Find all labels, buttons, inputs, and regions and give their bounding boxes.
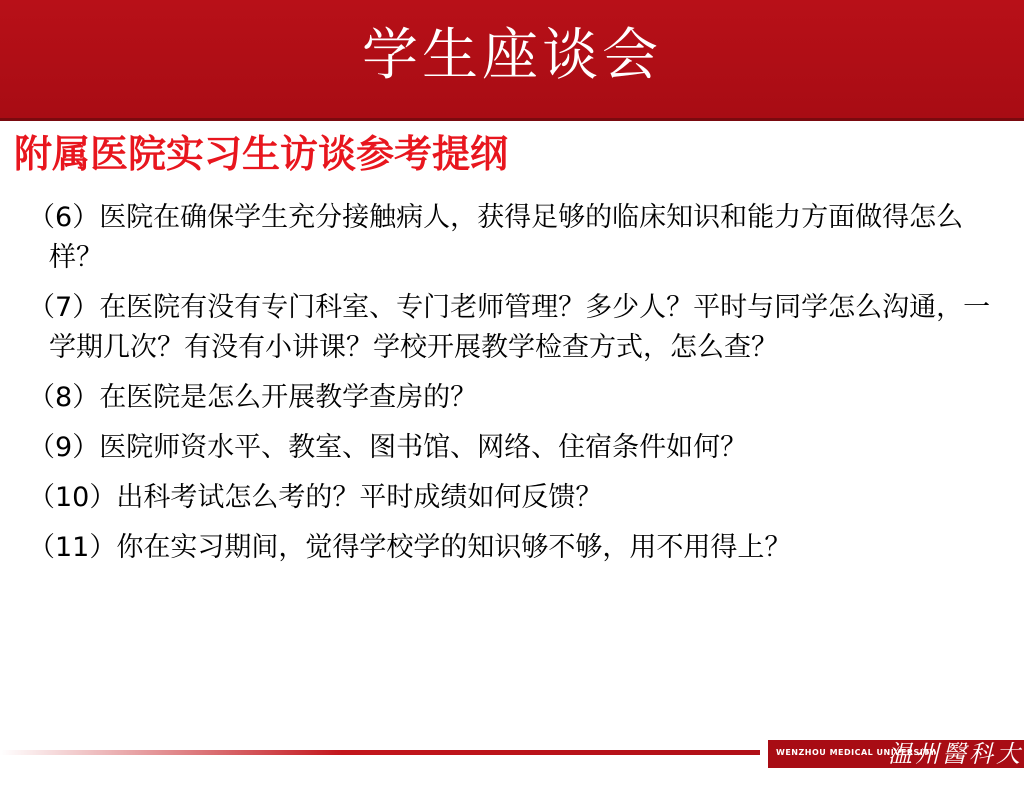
question-text: 你在实习期间，觉得学校学的知识够不够，用不用得上？ <box>116 532 792 563</box>
footer-divider <box>0 750 760 755</box>
question-number: 9 <box>55 432 73 463</box>
question-number: 8 <box>55 382 73 413</box>
question-text: 医院在确保学生充分接触病人，获得足够的临床知识和能力方面做得怎么样？ <box>49 202 964 273</box>
title-bar <box>0 0 1024 121</box>
question-number: 6 <box>55 202 73 233</box>
slide-title: 学生座谈会 <box>362 23 662 88</box>
university-logo <box>768 740 1024 794</box>
question-text: 在医院是怎么开展教学查房的？ <box>99 382 478 413</box>
footer-band <box>0 740 1024 794</box>
question-text: 在医院有没有专门科室、专门老师管理？多少人？平时与同学怎么沟通，一学期几次？有没有小讲课？学校开展教学检查方式，怎么查？ <box>49 292 991 363</box>
question-text: 出科考试怎么考的？平时成绩如何反馈？ <box>116 482 603 513</box>
question-number: 7 <box>55 292 73 323</box>
question-number: 10 <box>55 482 90 513</box>
question-item: （6）医院在确保学生充分接触病人，获得足够的临床知识和能力方面做得怎么样？ <box>28 202 964 273</box>
question-item: （11）你在实习期间，觉得学校学的知识够不够，用不用得上？ <box>28 532 792 563</box>
question-item: （9）医院师资水平、教室、图书馆、网络、住宿条件如何？ <box>28 432 748 463</box>
slide-subtitle: 附属医院实习生访谈参考提纲 <box>14 132 509 176</box>
question-list <box>28 198 1003 578</box>
question-item: （8）在医院是怎么开展教学查房的？ <box>28 382 478 413</box>
university-name-en: WENZHOU MEDICAL UNIVERSITY <box>776 748 936 757</box>
university-name-cn: 温州醫科大學 <box>888 740 1023 794</box>
question-number: 11 <box>55 532 90 563</box>
question-item: （7）在医院有没有专门科室、专门老师管理？多少人？平时与同学怎么沟通，一学期几次？有没有小讲课？学校开展教学检查方式，怎么查？ <box>28 292 991 363</box>
question-text: 医院师资水平、教室、图书馆、网络、住宿条件如何？ <box>99 432 748 463</box>
question-item: （10）出科考试怎么考的？平时成绩如何反馈？ <box>28 482 603 513</box>
